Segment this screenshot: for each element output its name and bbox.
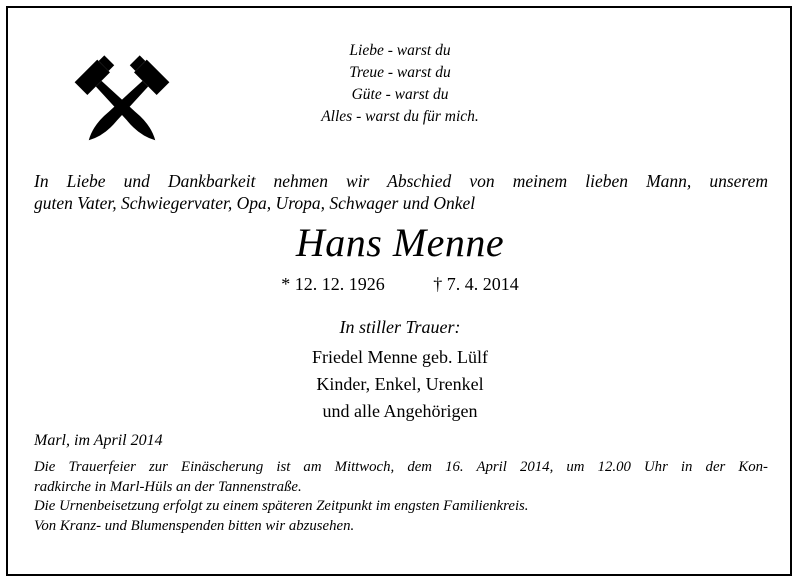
intro-line: In Liebe und Dankbarkeit nehmen wir Abschied von meinem lieben Mann, unserem — [34, 171, 768, 191]
death-date: † 7. 4. 2014 — [433, 274, 519, 294]
funeral-notes — [34, 458, 768, 536]
note-line: Die Trauerfeier zur Einäscherung ist am Mittwoch, dem 16. April 2014, um 12.00 Uhr in der Kon- — [34, 459, 768, 475]
place-date: Marl, im April 2014 — [34, 432, 163, 449]
life-dates — [0, 272, 800, 296]
poem-line: Güte - warst du — [351, 86, 449, 103]
mourner-line: und alle Angehörigen — [322, 401, 478, 421]
crossed-hammers-icon — [68, 52, 176, 162]
note-line: Von Kranz- und Blumenspenden bitten wir abzusehen. — [34, 517, 355, 534]
intro-line: guten Vater, Schwiegervater, Opa, Uropa, Schwager und Onkel — [34, 193, 476, 213]
deceased-name: Hans Menne — [295, 220, 505, 265]
poem-line: Treue - warst du — [349, 64, 451, 81]
poem-line: Liebe - warst du — [349, 42, 451, 59]
poem-line: Alles - warst du für mich. — [321, 108, 479, 125]
mourner-line: Friedel Menne geb. Lülf — [312, 347, 488, 367]
mourners-heading: In stiller Trauer: — [339, 317, 461, 337]
note-line: radkirche in Marl-Hüls an der Tannenstraße. — [34, 478, 302, 495]
note-line: Die Urnenbeisetzung erfolgt zu einem späteren Zeitpunkt im engsten Familienkreis. — [34, 498, 529, 514]
mourner-line: Kinder, Enkel, Urenkel — [316, 374, 484, 394]
intro-text — [34, 170, 768, 214]
mourners — [0, 314, 800, 425]
poem — [280, 40, 520, 128]
birth-date: * 12. 12. 1926 — [281, 274, 385, 294]
